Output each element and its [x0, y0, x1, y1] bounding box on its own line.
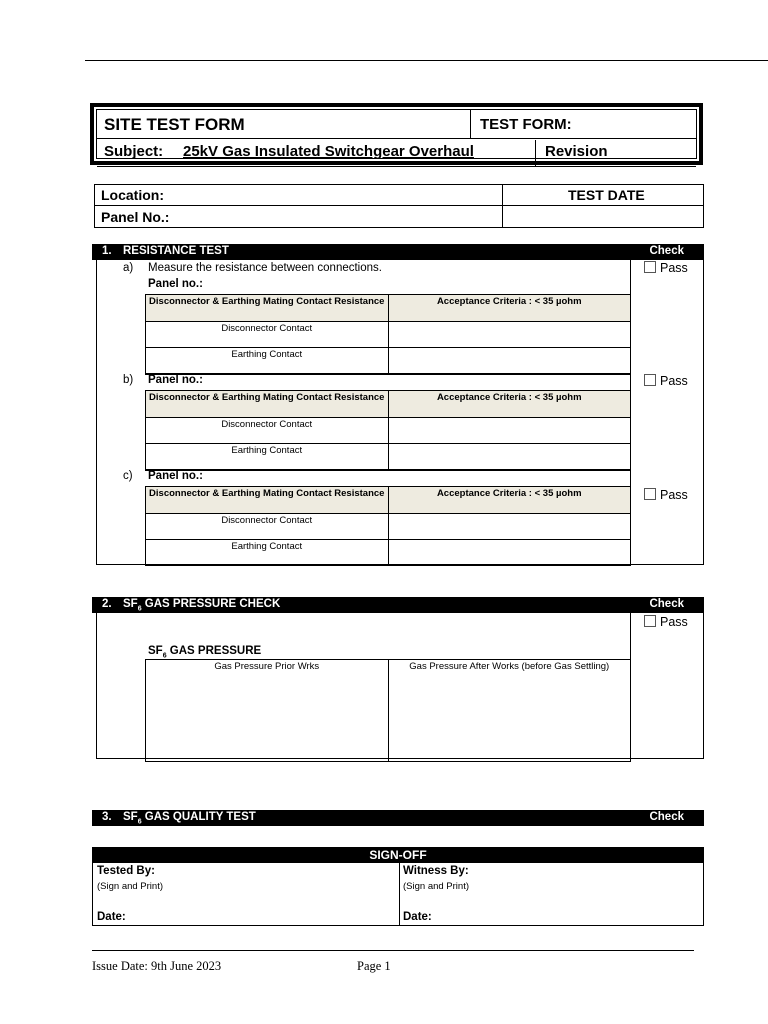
column-header: Acceptance Criteria : < 35 µohm — [388, 391, 631, 418]
section-3-check: Check — [649, 811, 684, 823]
gas-pressure-after-cell[interactable] — [388, 660, 631, 762]
checkbox-icon — [644, 488, 656, 500]
column-header: Disconnector & Earthing Mating Contact Resistance — [146, 391, 389, 418]
subject-value: 25kV Gas Insulated Switchgear Overhaul — [183, 143, 474, 160]
value-cell[interactable] — [388, 444, 631, 471]
form-header — [90, 103, 703, 165]
section-3-number: 3. — [102, 811, 112, 823]
column-header: Gas Pressure After Works (before Gas Settling) — [409, 661, 610, 672]
top-rule — [85, 60, 768, 61]
resistance-table-b — [145, 390, 631, 471]
witness-date-label: Date: — [403, 911, 432, 923]
row-label: Disconnector Contact — [146, 514, 389, 540]
footer-rule — [92, 950, 694, 951]
value-cell[interactable] — [388, 514, 631, 540]
tested-date-label: Date: — [97, 911, 126, 923]
value-cell[interactable] — [388, 540, 631, 566]
section-3-header — [92, 810, 704, 826]
panel-b-prefix: b) — [123, 374, 134, 386]
column-header: Gas Pressure Prior Wrks — [214, 661, 320, 672]
row-label: Disconnector Contact — [146, 322, 389, 348]
panel-c-label: Panel no.: — [148, 470, 203, 482]
instruction-text: Measure the resistance between connections. — [148, 262, 382, 274]
panel-c-prefix: c) — [123, 470, 133, 482]
pass-checkbox-a[interactable]: Pass — [644, 261, 688, 275]
sign-off-title: SIGN-OFF — [93, 848, 703, 863]
page-number: Page 1 — [357, 959, 391, 973]
column-header: Acceptance Criteria : < 35 µohm — [388, 295, 631, 322]
resistance-table-a — [145, 294, 631, 375]
section-1-check: Check — [649, 245, 684, 257]
checkbox-icon — [644, 261, 656, 273]
instruction-prefix: a) — [123, 262, 134, 274]
section-1-header — [92, 244, 704, 260]
row-label: Disconnector Contact — [146, 418, 389, 444]
gas-pressure-table — [145, 659, 631, 762]
value-cell[interactable] — [388, 322, 631, 348]
pass-checkbox-b[interactable]: Pass — [644, 374, 688, 388]
checkbox-icon — [644, 374, 656, 386]
section-2-title: $SF_6$ GAS PRESSURE CHECK — [123, 598, 281, 613]
form-title: SITE TEST FORM — [104, 115, 245, 134]
gas-pressure-subtitle: $SF_6$ GAS PRESSURE — [148, 645, 262, 660]
issue-date: Issue Date: 9th June 2023 — [92, 959, 222, 973]
section-2-header — [92, 597, 704, 613]
section-1-title: RESISTANCE TEST — [123, 245, 229, 257]
value-cell[interactable] — [388, 348, 631, 375]
row-label: Earthing Contact — [146, 540, 389, 566]
test-form-label: TEST FORM: — [480, 116, 572, 133]
tested-by-label: Tested By: — [97, 865, 155, 877]
test-date-label: TEST DATE — [568, 187, 645, 203]
column-header: Acceptance Criteria : < 35 µohm — [388, 487, 631, 514]
pass-checkbox-c[interactable]: Pass — [644, 488, 688, 502]
pass-checkbox-gas-pressure[interactable]: Pass — [644, 615, 688, 629]
tested-by-hint: (Sign and Print) — [97, 881, 164, 892]
sign-off-box — [92, 847, 704, 926]
location-label: Location: — [101, 187, 164, 203]
row-label: Earthing Contact — [146, 348, 389, 375]
section-2-number: 2. — [102, 598, 112, 610]
revision-label: Revision — [545, 143, 608, 160]
location-box — [94, 184, 704, 228]
column-header: Disconnector & Earthing Mating Contact Resistance — [146, 487, 389, 514]
row-label: Earthing Contact — [146, 444, 389, 471]
checkbox-icon — [644, 615, 656, 627]
section-3-title: $SF_6$ GAS QUALITY TEST — [123, 811, 256, 826]
witness-by-hint: (Sign and Print) — [403, 881, 470, 892]
value-cell[interactable] — [388, 418, 631, 444]
witness-by-label: Witness By: — [403, 865, 469, 877]
section-1-number: 1. — [102, 245, 112, 257]
section-2-check: Check — [649, 598, 684, 610]
gas-pressure-prior-cell[interactable] — [146, 660, 389, 762]
subject-label: Subject: — [104, 143, 164, 160]
resistance-table-c — [145, 486, 631, 566]
panel-no-label: Panel No.: — [101, 209, 170, 225]
column-header: Disconnector & Earthing Mating Contact Resistance — [146, 295, 389, 322]
panel-a-label: Panel no.: — [148, 278, 203, 290]
panel-b-label: Panel no.: — [148, 374, 203, 386]
